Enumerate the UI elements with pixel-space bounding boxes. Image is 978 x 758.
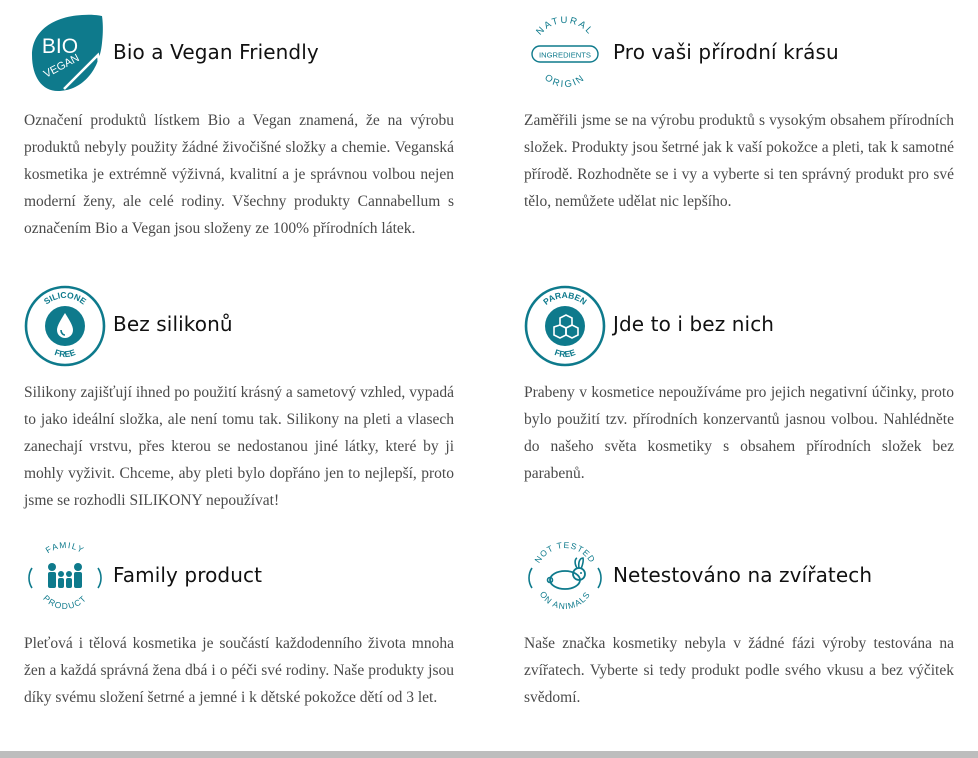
feature-description: Označení produktů lístkem Bio a Vegan znamená, že na výrobu produktů nebyly použity žádné živočišné složky a chemie. Veganská kosmetika je extrémně výživná, kvalitní a je správnou volbou nejen moderní ženy, ale celé rodiny. Všechny produkty Cannabellum s označením Bio a Vegan jsou složeny ze 100% přírodních látek. (24, 112, 454, 237)
feature-header (524, 13, 954, 95)
svg-text:ORIGIN: ORIGIN (542, 72, 588, 91)
svg-text:NATURAL: NATURAL (534, 14, 596, 38)
feature-title: Bez silikonů (113, 312, 233, 336)
svg-text:FREE: FREE (553, 347, 577, 360)
feature-title: Netestováno na zvířatech (613, 563, 873, 587)
feature-family-product (24, 536, 454, 711)
feature-silicone-free (24, 285, 454, 514)
feature-header (24, 536, 454, 618)
feature-title: Pro vaši přírodní krásu (613, 40, 839, 64)
svg-text:PRODUCT: PRODUCT (41, 592, 89, 612)
feature-header (24, 285, 454, 367)
svg-text:SILICONE: SILICONE (41, 289, 89, 307)
feature-title: Jde to i bez nich (613, 312, 775, 336)
feature-description: Pleťová i tělová kosmetika je součástí každodenního života mnoha žen a každá správná žena dbá i o péči své rodiny. Naše produkty jsou díky svému složení šetrné a jemné i k dětské pokožce dětí od 3 let. (24, 635, 454, 706)
feature-description: Naše značka kosmetiky nebyla v žádné fázi výroby testována na zvířatech. Vyberte si tedy produkt podle svého vkusu a bez výčitek svědomí. (524, 635, 954, 706)
not-tested-on-animals-rabbit-icon (524, 536, 606, 618)
feature-title: Family product (113, 563, 263, 587)
feature-header (24, 13, 454, 95)
svg-text:FREE: FREE (53, 347, 77, 360)
feature-header (524, 285, 954, 367)
svg-text:PARABEN: PARABEN (541, 289, 589, 307)
paraben-free-molecule-icon (524, 285, 606, 367)
svg-text:VEGAN: VEGAN (41, 52, 82, 81)
feature-description: Silikony zajišťují ihned po použití krásný a sametový vzhled, vypadá to jako ideální složka, ale není tomu tak. Silikony na pleti a vlasech zanechají vrstvu, přes kterou se nedostanou jiné látky, které by ji mohly vyživit. Chceme, aby pleti bylo dopřáno jen to nejlepší, proto jsme se rozhodli SILIKONY nepoužívat! (24, 384, 454, 509)
family-product-icon (24, 536, 106, 618)
feature-paraben-free (524, 285, 954, 487)
svg-text:NOT TESTED: NOT TESTED (532, 539, 598, 565)
feature-title: Bio a Vegan Friendly (113, 40, 319, 64)
feature-not-tested-on-animals (524, 536, 954, 711)
feature-natural-beauty (524, 13, 954, 215)
svg-text:ON ANIMALS: ON ANIMALS (537, 589, 593, 612)
natural-ingredients-origin-icon (524, 13, 606, 95)
bottom-divider (0, 751, 978, 758)
svg-text:FAMILY: FAMILY (43, 539, 87, 556)
svg-text:INGREDIENTS: INGREDIENTS (539, 50, 591, 60)
bio-vegan-leaf-icon (24, 13, 106, 95)
feature-description: Zaměřili jsme se na výrobu produktů s vysokým obsahem přírodních složek. Produkty jsou šetrné jak k vaší pokožce a pleti, tak k samotné přírodě. Rozhodněte se i vy a vyberte si ten správný produkt pro své tělo, nemůžete udělat nic lepšího. (524, 112, 954, 210)
feature-bio-vegan (24, 13, 454, 242)
feature-description: Prabeny v kosmetice nepoužíváme pro jejich negativní účinky, proto bylo použití tzv. přírodních konzervantů jasnou volbou. Nahlédněte do našeho světa kosmetiky s obsahem přírodních složek bez parabenů. (524, 384, 954, 482)
silicone-free-drop-icon (24, 285, 106, 367)
svg-text:BIO: BIO (41, 35, 79, 58)
feature-header (524, 536, 954, 618)
